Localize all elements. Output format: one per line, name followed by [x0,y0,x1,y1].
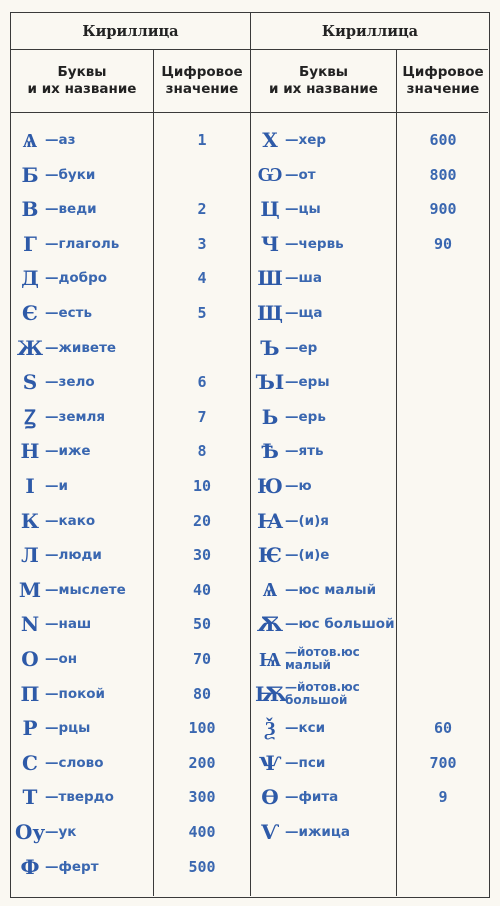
left-letter-row [15,125,75,155]
letter-glyph: Ѕ [22,370,38,395]
letter-name: —твердо [45,789,114,806]
left-value-header [154,50,250,112]
right-letter-row [255,609,395,639]
letter-name: —ерь [285,408,326,425]
letter-name: —есть [45,305,93,321]
letter-glyph: Т [22,785,38,810]
letter-name: —и [45,478,68,494]
left-letter-row [15,679,105,709]
letter-glyph: Ѱ [259,750,281,775]
letter-glyph: Ь [261,404,279,429]
letter-glyph: Л [21,543,39,568]
left-letter-row [15,644,77,674]
right-value-header [397,50,489,112]
letter-name: —слово [45,754,104,771]
numeric-value: 40 [192,580,212,599]
numeric-value: 100 [188,719,216,738]
left-letter-row [15,194,97,224]
left-letter-row [15,367,95,397]
letters-header-line2: и их название [269,81,378,97]
left-header-title: Кириллица [82,22,179,40]
numeric-value: 80 [192,684,212,703]
letter-glyph: Ѩ [259,646,281,671]
left-letter-row [15,782,114,812]
right-letter-row [255,298,323,328]
letter-name: —юс малый [285,581,377,598]
letter-name: —зело [45,374,95,391]
letters-header-line1: Буквы [298,64,348,80]
letter-glyph: Ъ [260,335,280,360]
letter-glyph: Ѯ [264,715,276,740]
letter-name: —он [45,651,78,667]
letter-name: —(и)е [285,547,330,564]
numeric-value: 60 [433,719,453,738]
left-letter-row [15,402,105,432]
letter-glyph: Ж [16,335,44,360]
right-letter-row [255,229,344,259]
letter-name: —йотов.юс большой [285,679,360,707]
right-letter-row [255,817,350,847]
right-letter-row [255,160,316,190]
numeric-value: 30 [192,546,212,565]
numeric-value: 70 [192,650,212,668]
letter-name: —кси [285,720,326,737]
numeric-value: 6 [197,373,207,392]
letter-name: —люди [45,547,102,564]
numeric-value: 10 [192,477,212,495]
letter-glyph: Ѣ [261,439,279,464]
letter-glyph: Х [262,128,278,152]
letter-name: —ша [285,270,322,287]
letter-name: —живете [45,339,117,356]
letter-name: —еры [285,374,330,391]
letter-glyph: Ш [257,266,283,291]
right-letters-header [251,50,396,112]
letter-glyph: Г [23,231,37,256]
numeric-value: 200 [188,753,216,772]
left-letters-header [11,50,153,112]
numeric-value: 600 [429,131,457,149]
letter-name: —от [285,166,316,183]
letter-glyph: Ю [257,474,283,498]
numeric-value: 7 [197,407,207,426]
letters-header-line1: Буквы [57,64,107,80]
numeric-value: 300 [188,788,216,807]
left-letter-row [15,817,76,847]
left-letter-row [15,436,91,466]
letter-glyph: Ч [260,231,280,256]
letter-glyph: Р [22,716,38,741]
letter-name: —червь [285,235,344,252]
right-letter-row [255,402,326,432]
numeric-value: 1 [197,131,207,149]
letter-name: —мыслете [45,581,126,598]
right-letter-row [255,367,330,397]
left-letter-row [15,748,103,778]
letter-glyph: С [22,750,38,775]
numeric-value: 500 [188,857,216,876]
numeric-value: 3 [197,234,207,253]
letter-glyph: Ф [20,854,40,879]
letters-header-line2: и их название [27,81,137,97]
left-letter-row [15,852,99,882]
numeric-value: 20 [192,511,212,530]
right-letter-row [255,575,376,605]
letter-glyph: О [21,647,39,671]
letter-name: —рцы [45,720,91,737]
right-letter-row [255,748,325,778]
letter-glyph: Ц [260,197,280,222]
letter-name: —покой [45,685,105,702]
left-letter-row [15,263,107,293]
numeric-value: 2 [197,200,207,219]
letter-name: —ер [285,339,318,356]
letter-glyph: Ѳ [261,785,279,810]
letter-glyph: В [21,197,39,222]
letter-glyph: Є [22,301,38,325]
numeric-value: 700 [429,753,457,772]
letter-glyph: Оу [15,820,46,844]
letter-name: —како [45,512,96,529]
letter-name: —наш [45,616,92,633]
letter-name: —ферт [45,858,99,875]
letter-glyph: Щ [257,301,283,325]
letter-name: —глаголь [45,235,120,252]
right-letter-row [255,125,326,155]
letter-name: —ук [45,824,77,840]
right-letter-row [255,540,329,570]
left-letter-row [15,506,95,536]
letter-glyph: Ѭ [255,681,288,706]
letter-name: —фита [285,789,339,806]
numeric-value: 5 [197,304,207,322]
letter-glyph: П [20,681,40,706]
numeric-value: 50 [192,615,212,634]
letter-glyph: Ѫ [256,612,284,637]
numeric-value: 8 [197,442,207,461]
letter-glyph: ЪІ [255,370,285,395]
value-header-line2: значение [165,81,239,97]
letter-name: —пси [285,754,326,771]
right-letter-row [255,782,338,812]
letter-glyph: Н [20,439,40,464]
numeric-value: 800 [429,165,457,184]
left-letter-row [15,575,126,605]
right-letter-row [255,194,321,224]
cyrillic-table [10,12,490,898]
letter-glyph: Ꙁ [24,405,36,430]
numeric-value: 9 [438,788,448,807]
left-letter-row [15,298,92,328]
numeric-value: 90 [433,234,453,253]
letter-glyph: Ѡ [257,162,283,187]
letter-name: —веди [45,201,97,218]
letter-name: —йотов.юс малый [285,645,360,672]
letter-glyph: І [25,474,35,498]
letter-name: —ща [285,305,323,321]
left-letter-row [15,713,90,743]
center-divider [250,13,251,896]
right-letter-row [255,713,325,743]
letter-glyph: Б [21,162,39,187]
left-letter-row [15,229,119,259]
letter-glyph: Ѥ [258,543,282,568]
letter-glyph: К [20,508,40,533]
right-header-title: Кириллица [321,22,419,40]
letter-glyph: Д [21,266,39,291]
letter-name: —ижица [285,824,350,840]
right-letter-row [255,644,385,674]
letter-glyph: N [20,612,40,637]
left-letter-row [15,609,91,639]
numeric-value: 400 [188,823,216,841]
right-letter-row [255,471,312,501]
left-letter-row [15,540,102,570]
right-letter-row [255,506,329,536]
right-letter-row [255,679,385,709]
letter-name: —ю [285,478,312,494]
numeric-value: 900 [429,200,457,219]
letter-glyph: Ꙗ [257,508,283,533]
letter-glyph: М [18,577,42,602]
letter-name: —земля [45,408,106,425]
letter-name: —добро [45,270,108,287]
left-letter-row [15,160,95,190]
letter-glyph: Ѧ [22,127,38,152]
right-letter-row [255,263,322,293]
value-header-line1: Цифровое [402,64,484,80]
value-header-line1: Цифровое [161,64,243,80]
letter-glyph: Ѧ [262,577,278,602]
numeric-value: 4 [197,269,207,288]
right-letter-row [255,436,324,466]
letter-name: —(и)я [285,512,329,529]
letter-name: —ять [285,443,324,460]
left-letter-row [15,471,68,501]
letter-name: —цы [285,201,321,218]
value-header-line2: значение [406,81,480,97]
letter-name: —юс большой [285,616,395,633]
right-letter-row [255,333,317,363]
letter-name: —хер [285,132,327,148]
letter-name: —буки [45,166,96,183]
left-letter-row [15,333,116,363]
letter-name: —аз [45,132,76,148]
letter-name: —иже [45,443,91,460]
letter-glyph: Ѵ [260,820,280,844]
